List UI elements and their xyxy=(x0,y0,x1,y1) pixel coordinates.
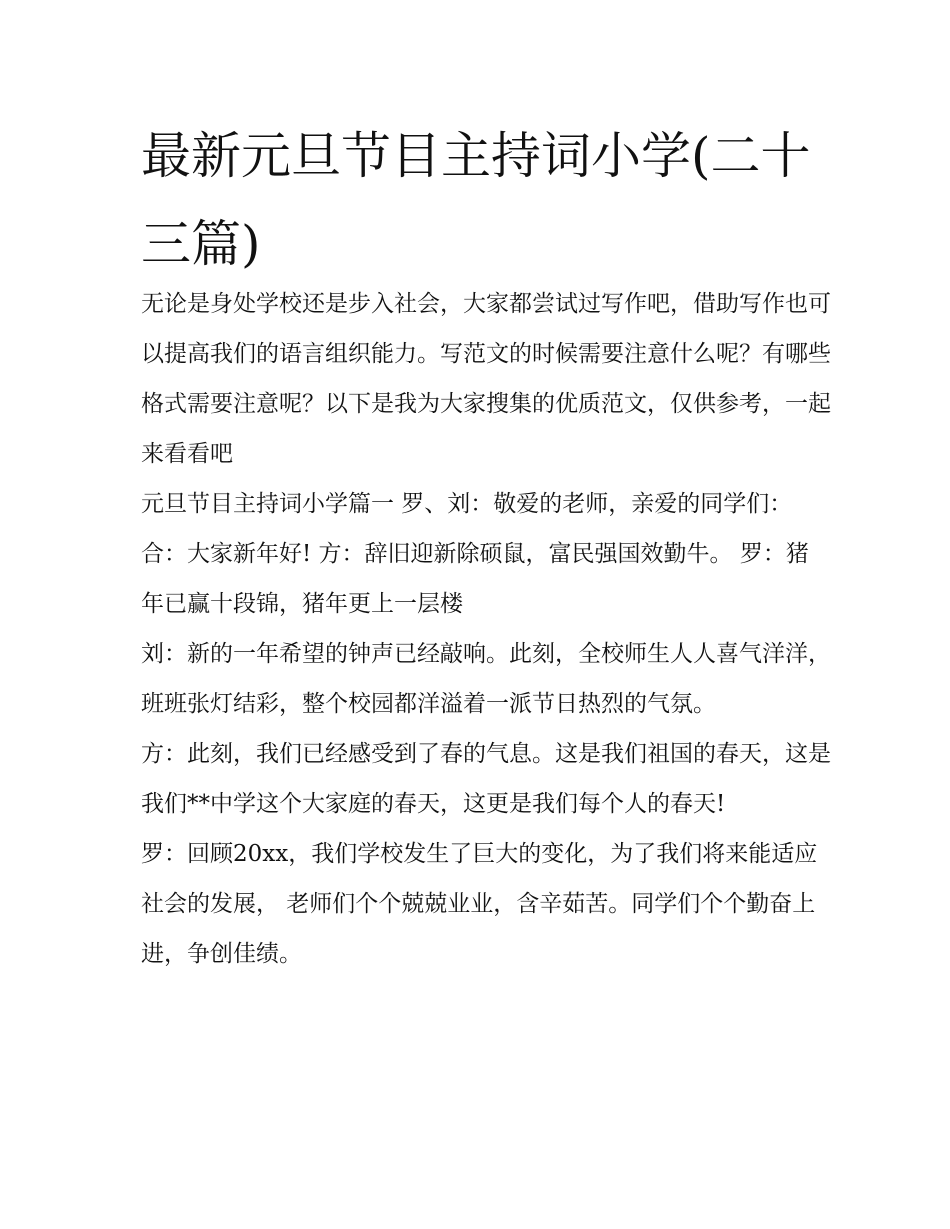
paragraph-fang: 方：此刻，我们已经感受到了春的气息。这是我们祖国的春天，这是我们**中学这个大家庭的春天，这更是我们每个人的春天! xyxy=(141,741,831,817)
document-title: 最新元旦节目主持词小学(二十三篇) xyxy=(141,127,811,273)
paragraph-liu: 刘：新的一年希望的钟声已经敲响。此刻，全校师生人人喜气洋洋，班班张灯结彩，整个校园都洋溢着一派节日热烈的气氛。 xyxy=(141,641,831,717)
paragraph-opening: 元旦节目主持词小学篇一 罗、刘：敬爱的老师，亲爱的同学们： 合：大家新年好! 方：辞旧迎新除硕鼠，富民强国效勤牛。 罗：猪年已赢十段锦，猪年更上一层楼 xyxy=(141,491,809,617)
document-body xyxy=(141,279,831,979)
paragraph-intro: 无论是身处学校还是步入社会，大家都尝试过写作吧，借助写作也可以提高我们的语言组织能力。写范文的时候需要注意什么呢？有哪些格式需要注意呢？以下是我为大家搜集的优质范文，仅供参考，一起来看看吧 xyxy=(141,291,831,467)
paragraph-luo: 罗：回顾20xx，我们学校发生了巨大的变化，为了我们将来能适应社会的发展， 老师们个个兢兢业业，含辛茹苦。同学们个个勤奋上进，争创佳绩。 xyxy=(141,841,818,967)
